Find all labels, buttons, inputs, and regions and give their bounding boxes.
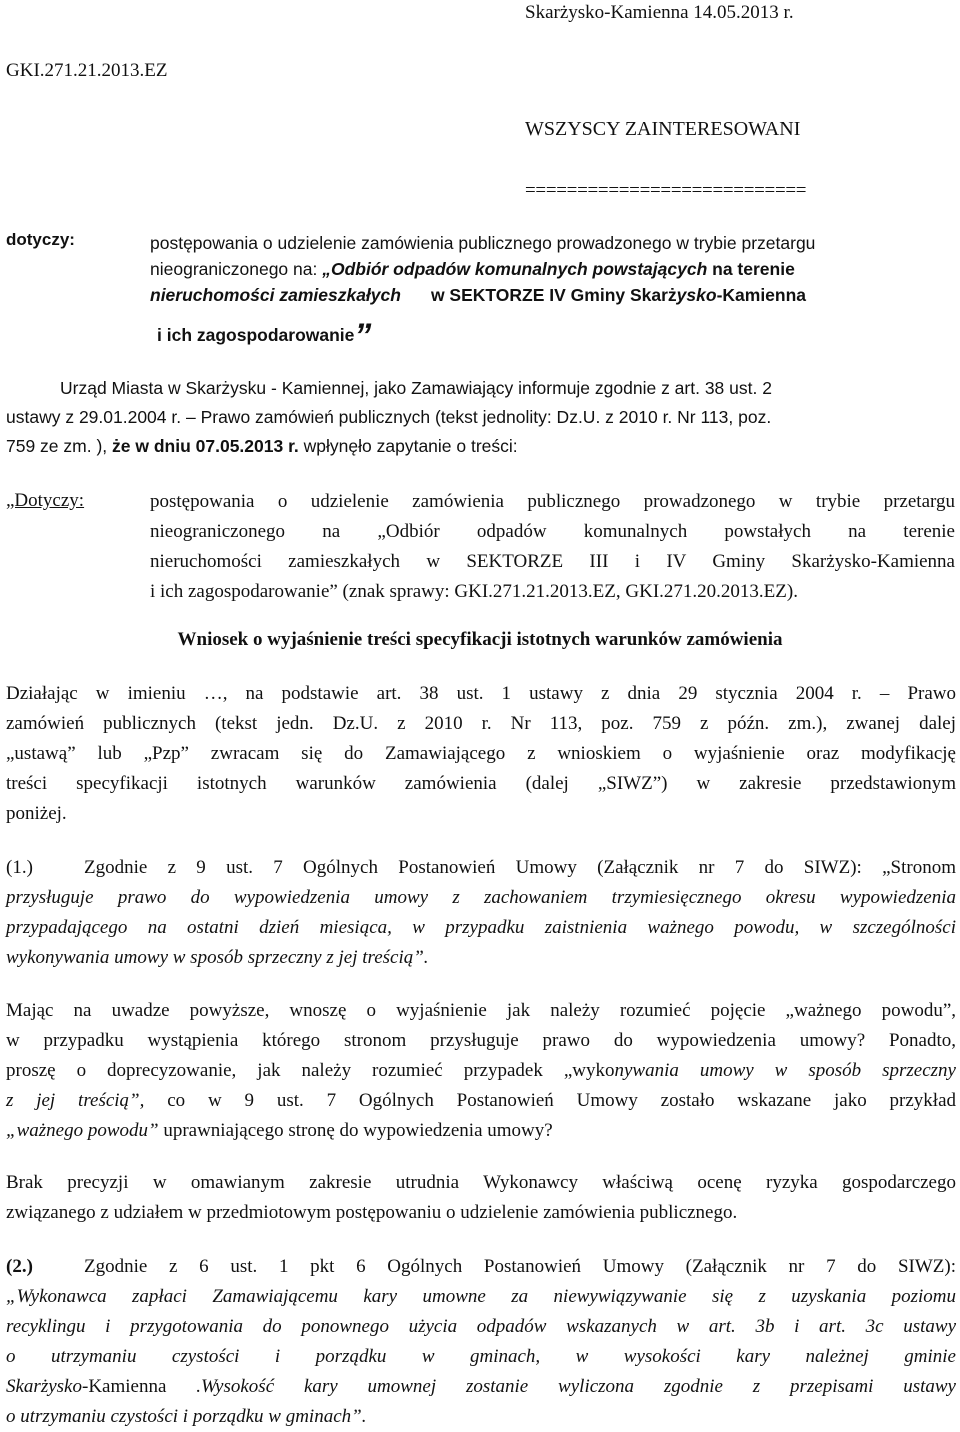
paragraph-3-line-5-suffix: uprawniającego stronę do wypowiedzenia umowy? — [158, 1120, 553, 1141]
intro-line-3 — [6, 436, 954, 457]
point-1-intro: Zgodnie z 9 ust. 7 Ogólnych Postanowień Umowy (Załącznik nr 7 do SIWZ): — [84, 857, 883, 878]
subject-line-2-italic: „Odbiór odpadów komunalnych powstających — [322, 259, 708, 279]
closing-quote-mark: ” — [354, 317, 372, 355]
point-2-line-4: o utrzymaniu czystości i porządku w gminach, w wysokości kary należnej gminie — [6, 1346, 956, 1367]
point-1-quote-start: „Stronom — [882, 857, 956, 878]
subject-line-4-text: i ich zagospodarowanie — [157, 325, 355, 345]
subject-line-1: postępowania o udzielenie zamówienia publicznego prowadzonego w trybie przetargu — [150, 233, 816, 253]
addressee: WSZYSCY ZAINTERESOWANI — [525, 118, 801, 140]
paragraph-clarification — [6, 996, 956, 1146]
paragraph-intro — [6, 679, 956, 829]
point-2 — [6, 1252, 956, 1432]
addressee-underline: =========================== — [525, 180, 807, 201]
paragraph-line: „ustawą” lub „Pzp” zwracam się do Zamawiającego z wnioskiem o wyjaśnienie oraz modyfikację — [6, 743, 956, 764]
point-2-line-2: „Wykonawca zapłaci Zamawiającemu kary umowne za niewywiązywanie się z uzyskania poziomu — [6, 1286, 956, 1307]
intro-line-1: Urząd Miasta w Skarżysku - Kamiennej, jako Zamawiający informuje zgodnie z art. 38 ust. 2 — [60, 378, 772, 398]
paragraph-line: Mając na uwadze powyższe, wnoszę o wyjaśnienie jak należy rozumieć pojęcie „ważnego powodu”, — [6, 1000, 956, 1021]
paragraph-line: poniżej. — [6, 803, 67, 824]
point-2-line-5-italic: Skarżysko- — [6, 1376, 89, 1397]
point-1-line-1 — [6, 853, 956, 883]
paragraph-line: związanego z udziałem w przedmiotowym postępowaniu o udzielenie zamówienia publicznego. — [6, 1202, 738, 1223]
paragraph-line — [6, 1086, 956, 1116]
paragraph-risk — [6, 1168, 956, 1228]
question-subject-label: „Dotyczy: — [6, 490, 85, 511]
intro-line-3-suffix: wpłynęło zapytanie o treści: — [298, 436, 518, 456]
point-1 — [6, 853, 956, 973]
paragraph-line: zamówień publicznych (tekst jedn. Dz.U. z 2010 r. Nr 113, poz. 759 z późn. zm.), zwanej dalej — [6, 713, 956, 734]
case-number: GKI.271.21.2013.EZ — [6, 60, 168, 81]
subject-label: dotyczy: — [6, 230, 75, 249]
point-2-line-6: o utrzymaniu czystości i porządku w gminach”. — [6, 1406, 367, 1427]
point-2-line-1 — [6, 1252, 956, 1282]
subject-line-2-suffix: na terenie — [707, 259, 795, 279]
paragraph-3-line-5-italic: „ważnego powodu” — [6, 1120, 159, 1141]
intro-line-3-prefix: 759 ze zm. ), — [6, 436, 113, 456]
subject-line-3-italic2: ysko — [676, 285, 717, 305]
subject-line-4 — [157, 317, 960, 355]
question-subject-line-2: nieograniczonego na „Odbiór odpadów komunalnych powstałych na terenie — [150, 521, 955, 542]
paragraph-3-line-3-prefix: proszę o doprecyzowanie, jak należy rozumieć przypadek „wyko — [6, 1060, 615, 1081]
point-2-number: (2.) — [6, 1256, 33, 1277]
paragraph-3-line-4-suffix: co w 9 ust. 7 Ogólnych Postanowień Umowy zostało wskazane jako przykład — [144, 1090, 956, 1111]
point-2-line-5 — [6, 1372, 956, 1402]
subject-line-3 — [150, 282, 954, 308]
intro-line-3-bold: że w dniu 07.05.2013 r. — [112, 436, 299, 456]
question-subject-line-1: postępowania o udzielenie zamówienia publicznego prowadzonego w trybie przetargu — [150, 491, 955, 512]
paragraph-line — [6, 1056, 956, 1086]
point-1-number: (1.) — [6, 857, 33, 878]
point-2-intro: Zgodnie z 6 ust. 1 pkt 6 Ogólnych Postanowień Umowy (Załącznik nr 7 do SIWZ): — [84, 1256, 956, 1277]
point-2-line-5-mid: Kamienna — [88, 1376, 167, 1397]
paragraph-line: Działając w imieniu …, na podstawie art. 38 ust. 1 ustawy z dnia 29 stycznia 2004 r. – Prawo — [6, 683, 956, 704]
subject-line-3-mid: w SEKTORZE IV Gminy Skarż — [430, 285, 677, 305]
point-2-line-5-rest: .Wysokość kary umownej zostanie wyliczona zgodnie z przepisami ustawy — [166, 1376, 956, 1397]
paragraph-line: w przypadku wystąpienia którego stronom przysługuje prawo do wypowiedzenia umowy? Ponadto, — [6, 1030, 956, 1051]
question-subject-line-4: i ich zagospodarowanie” (znak sprawy: GKI.271.21.2013.EZ, GKI.271.20.2013.EZ). — [150, 581, 798, 602]
subject-line-2 — [150, 256, 954, 282]
point-1-line-2: przysługuje prawo do wypowiedzenia umowy z zachowaniem trzymiesięcznego okresu wypowiedzenia — [6, 887, 956, 908]
request-heading: Wniosek o wyjaśnienie treści specyfikacji istotnych warunków zamówienia — [177, 629, 783, 650]
point-1-line-4: wykonywania umowy w sposób sprzeczny z jej treścią”. — [6, 947, 429, 968]
intro-line-2: ustawy z 29.01.2004 r. – Prawo zamówień publicznych (tekst jednolity: Dz.U. z 2010 r. Nr 113, poz. — [6, 407, 772, 427]
subject-line-2-prefix: nieograniczonego na: — [150, 259, 323, 279]
place-date: Skarżysko-Kamienna 14.05.2013 r. — [525, 2, 794, 23]
paragraph-3-line-3-italic: nywania umowy w sposób sprzeczny — [614, 1060, 956, 1081]
paragraph-line: Brak precyzji w omawianym zakresie utrudnia Wykonawcy właściwą ocenę ryzyka gospodarczego — [6, 1172, 956, 1193]
paragraph-3-line-4-italic: z jej treścią”, — [6, 1090, 145, 1111]
point-2-line-3: recyklingu i przygotowania do ponownego użycia odpadów wskazanych w art. 3b i art. 3c ustawy — [6, 1316, 956, 1337]
paragraph-line — [6, 1116, 956, 1146]
subject-line-3-italic: nieruchomości zamieszkałych — [150, 285, 401, 305]
point-1-line-3: przypadającego na ostatni dzień miesiąca, w przypadku zaistnienia ważnego powodu, w szczególności — [6, 917, 956, 938]
paragraph-line: treści specyfikacji istotnych warunków zamówienia (dalej „SIWZ”) w zakresie przedstawionym — [6, 773, 956, 794]
question-subject-line-3: nieruchomości zamieszkałych w SEKTORZE III i IV Gminy Skarżysko-Kamienna — [150, 551, 955, 572]
subject-line-3-suffix: -Kamienna — [716, 285, 807, 305]
